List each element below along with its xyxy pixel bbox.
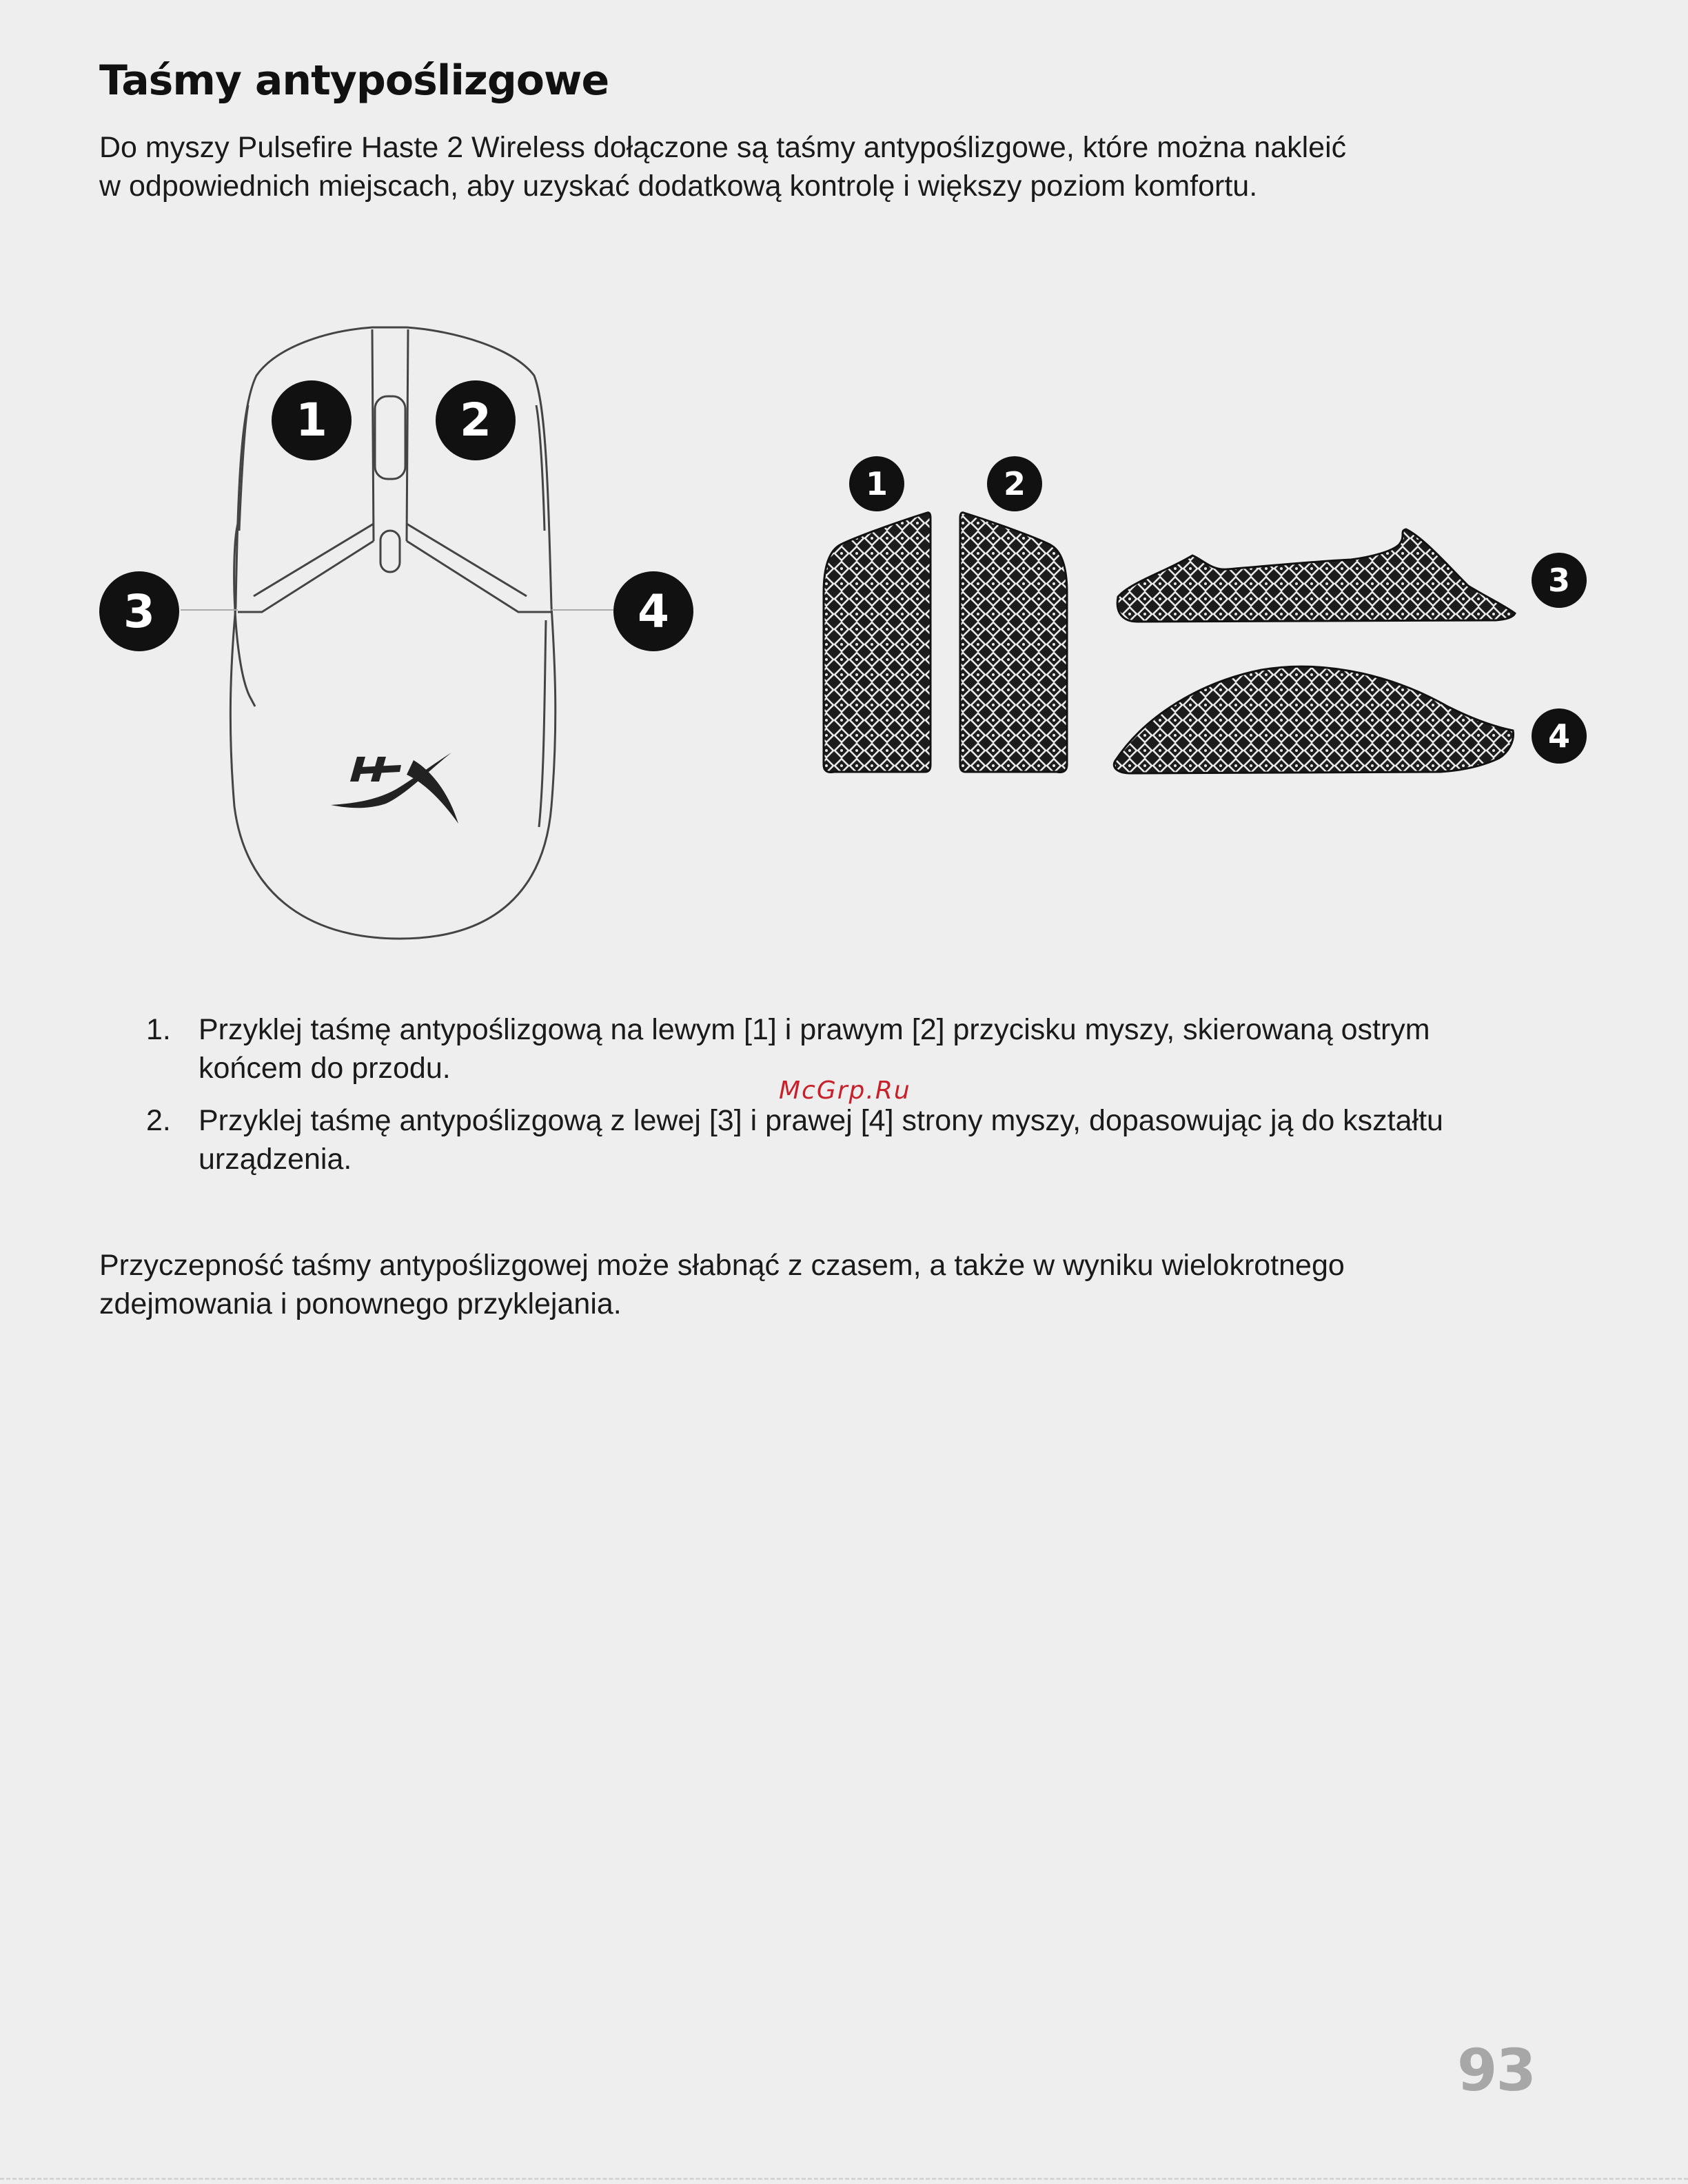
svg-text:2: 2 — [1003, 465, 1026, 502]
list-item-line-2: urządzenia. — [199, 1143, 352, 1176]
svg-text:1: 1 — [296, 394, 327, 447]
list-item — [138, 1101, 1620, 1178]
mouse-callout-3 — [99, 571, 179, 651]
page-title: Taśmy antypoślizgowe — [99, 57, 609, 105]
watermark: McGrp.Ru — [779, 1076, 911, 1105]
grip-tape-2 — [960, 513, 1067, 773]
footer-divider — [0, 2178, 1688, 2180]
mouse-callout-4 — [613, 571, 693, 651]
hyperx-logo-icon — [331, 753, 458, 824]
list-item-number: 1. — [146, 1013, 171, 1046]
mouse-callout-1 — [272, 380, 352, 460]
mouse-top-view-icon — [181, 327, 613, 939]
grip-tape-4 — [1114, 666, 1513, 773]
note-line-1: Przyczepność taśmy antypoślizgowej może słabnąć z czasem, a także w wyniku wielokrotnego — [99, 1249, 1345, 1282]
grip-tape-1 — [824, 513, 931, 773]
svg-text:3: 3 — [123, 585, 155, 638]
svg-text:4: 4 — [1547, 717, 1571, 755]
tape-callout-2 — [987, 456, 1042, 511]
list-item-line-1: Przyklej taśmę antypoślizgową z lewej [3] i prawej [4] strony myszy, dopasowując ją do kształtu — [199, 1104, 1443, 1137]
svg-text:1: 1 — [865, 465, 888, 502]
page-number: 93 — [1457, 2037, 1535, 2104]
svg-text:4: 4 — [638, 585, 669, 638]
svg-text:2: 2 — [460, 394, 491, 447]
tape-callout-1 — [849, 456, 904, 511]
list-item-number: 2. — [146, 1104, 171, 1137]
list-item-line-1: Przyklej taśmę antypoślizgową na lewym [1] i prawym [2] przycisku myszy, skierowaną ostrym — [199, 1013, 1430, 1046]
mouse-callout-2 — [436, 380, 516, 460]
intro-paragraph — [99, 128, 1616, 205]
intro-line-1: Do myszy Pulsefire Haste 2 Wireless dołączone są taśmy antypoślizgowe, które można nakleić — [99, 131, 1347, 164]
note-paragraph — [99, 1246, 1616, 1323]
svg-text:3: 3 — [1547, 562, 1571, 599]
note-line-2: zdejmowania i ponownego przyklejania. — [99, 1287, 622, 1320]
list-item-line-2: końcem do przodu. — [199, 1052, 451, 1085]
intro-line-2: w odpowiednich miejscach, aby uzyskać dodatkową kontrolę i większy poziom komfortu. — [99, 170, 1258, 203]
grip-tape-3 — [1117, 529, 1515, 622]
tape-callout-3 — [1532, 553, 1587, 608]
grip-tape-figure — [0, 289, 1688, 951]
tape-callout-4 — [1532, 708, 1587, 764]
